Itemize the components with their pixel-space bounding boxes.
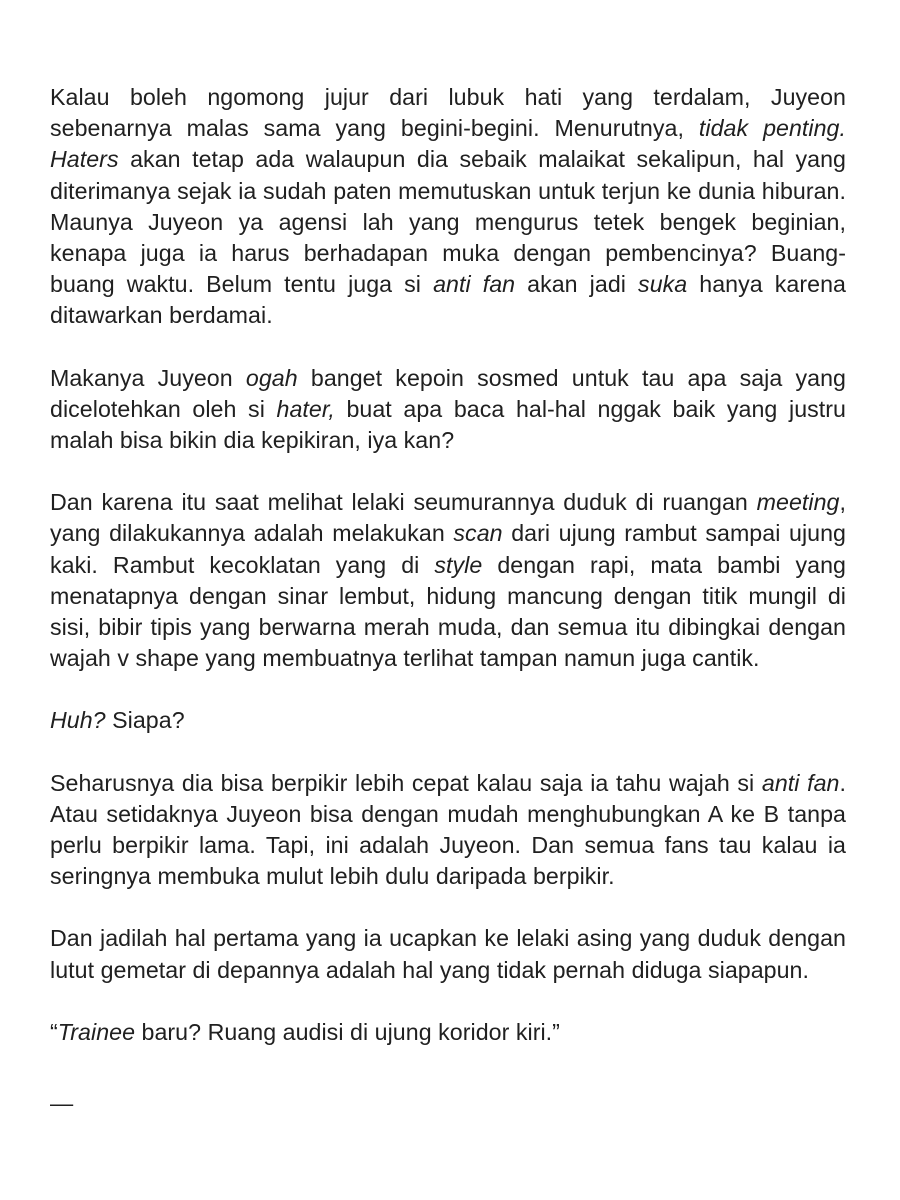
para7-seg1: “	[50, 1018, 58, 1045]
para1-seg6-italic: suka	[638, 271, 688, 298]
para3-seg4-italic: scan	[453, 520, 503, 547]
paragraph-2	[50, 363, 846, 457]
para7-seg2-italic: Trainee	[57, 1018, 136, 1045]
para1-seg7: hanya karena ditawarkan berdamai.	[50, 271, 846, 329]
para2-seg3: banget kepoin sosmed untuk tau apa saja yang dicelotehkan oleh si	[50, 364, 846, 422]
paragraph-1	[50, 82, 846, 332]
para1-seg2-italic: tidak penting. Haters	[50, 115, 846, 173]
para1-seg4-italic: anti fan	[433, 271, 516, 298]
document-body	[50, 82, 846, 1119]
para4-seg1-italic: Huh?	[50, 707, 106, 734]
para3-seg1: Dan karena itu saat melihat lelaki seumurannya duduk di ruangan	[50, 489, 757, 516]
para2-seg4-italic: hater,	[276, 395, 335, 422]
para5-seg2-italic: anti fan	[761, 769, 840, 796]
para1-seg1: Kalau boleh ngomong jujur dari lubuk hati yang terdalam, Juyeon sebenarnya malas sama yang begini-begini. Menurutnya,	[50, 84, 846, 142]
section-separator: —	[50, 1090, 74, 1117]
paragraph-3	[50, 487, 846, 674]
para4-seg2: Siapa?	[105, 707, 185, 734]
para3-seg6-italic: style	[434, 551, 483, 578]
para2-seg5: buat apa baca hal-hal nggak baik yang justru malah bisa bikin dia kepikiran, iya kan?	[50, 395, 846, 454]
para5-seg3: . Atau setidaknya Juyeon bisa dengan mudah menghubungkan A ke B tanpa perlu berpikir lama. Tapi, ini adalah Juyeon. Dan semua fans tau kalau ia seringnya membuka mulut lebih dulu daripada berpikir.	[50, 769, 846, 890]
para3-seg5: dari ujung rambut sampai ujung kaki. Rambut kecoklatan yang di	[50, 520, 847, 578]
para5-seg1: Seharusnya dia bisa berpikir lebih cepat kalau saja ia tahu wajah si	[50, 769, 762, 796]
para7-seg3: baru? Ruang audisi di ujung koridor kiri.”	[135, 1018, 560, 1045]
para1-seg3: akan tetap ada walaupun dia sebaik malaikat sekalipun, hal yang diterimanya sejak ia sudah paten memutuskan untuk terjun ke dunia hiburan. Maunya Juyeon ya agensi lah yang mengurus tetek bengek beginian, kenapa juga ia harus berhadapan muka dengan pembencinya? Buang-buang waktu. Belum tentu juga si	[50, 146, 846, 298]
para3-seg3: , yang dilakukannya adalah melakukan	[50, 489, 846, 547]
paragraph-6	[50, 923, 846, 985]
para1-seg5: akan jadi	[515, 271, 639, 298]
para3-seg2-italic: meeting	[756, 489, 840, 516]
paragraph-4	[50, 705, 846, 736]
paragraph-5	[50, 768, 846, 893]
para2-seg1: Makanya Juyeon	[50, 364, 246, 391]
para2-seg2-italic: ogah	[245, 364, 298, 391]
para6-seg1: Dan jadilah hal pertama yang ia ucapkan ke lelaki asing yang duduk dengan lutut gemetar di depannya adalah hal yang tidak pernah diduga siapapun.	[50, 925, 846, 983]
para3-seg7: dengan rapi, mata bambi yang menatapnya dengan sinar lembut, hidung mancung dengan titik mungil di sisi, bibir tipis yang berwarna merah muda, dan semua itu dibingkai dengan wajah v shape yang membuatnya terlihat tampan namun juga cantik.	[50, 551, 846, 672]
paragraph-7-dialogue	[50, 1017, 846, 1048]
